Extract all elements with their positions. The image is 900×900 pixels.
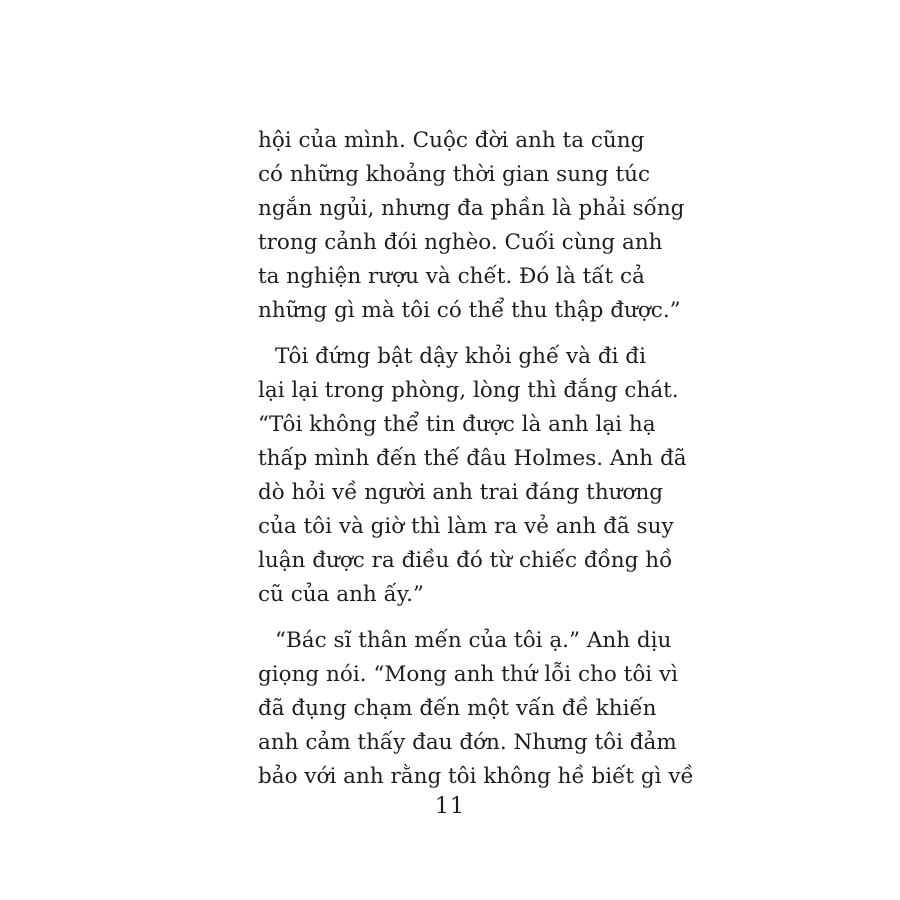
- text-line: lại lại trong phòng, lòng thì đắng chát.: [258, 378, 679, 403]
- text-line: luận được ra điều đó từ chiếc đồng hồ: [258, 548, 673, 573]
- text-line: “Tôi không thể tin được là anh lại hạ: [258, 412, 656, 437]
- text-line: bảo với anh rằng tôi không hề biết gì về: [258, 764, 694, 789]
- text-line: ngắn ngủi, nhưng đa phần là phải sống: [258, 196, 685, 221]
- text-line: thấp mình đến thế đâu Holmes. Anh đã: [258, 446, 687, 471]
- text-line: những gì mà tôi có thể thu thập được.”: [258, 298, 681, 323]
- paragraph-2: [258, 340, 687, 612]
- text-line: cũ của anh ấy.”: [258, 582, 424, 607]
- paragraph-1: [258, 124, 685, 328]
- text-line: trong cảnh đói nghèo. Cuối cùng anh: [258, 230, 663, 255]
- text-line: “Bác sĩ thân mến của tôi ạ.” Anh dịu: [275, 628, 672, 653]
- body-text: [258, 124, 694, 806]
- text-line: Tôi đứng bật dậy khỏi ghế và đi đi: [275, 344, 646, 369]
- text-line: có những khoảng thời gian sung túc: [258, 162, 651, 187]
- text-line: giọng nói. “Mong anh thứ lỗi cho tôi vì: [258, 662, 678, 687]
- text-line: đã đụng chạm đến một vấn đề khiến: [258, 696, 657, 721]
- text-line: anh cảm thấy đau đớn. Nhưng tôi đảm: [258, 730, 677, 755]
- paragraph-3: [258, 624, 694, 794]
- text-line: của tôi và giờ thì làm ra vẻ anh đã suy: [258, 514, 674, 539]
- text-line: hội của mình. Cuộc đời anh ta cũng: [258, 128, 645, 153]
- page-number: 11: [435, 794, 465, 819]
- text-line: dò hỏi về người anh trai đáng thương: [258, 480, 664, 505]
- text-line: ta nghiện rượu và chết. Đó là tất cả: [258, 264, 645, 289]
